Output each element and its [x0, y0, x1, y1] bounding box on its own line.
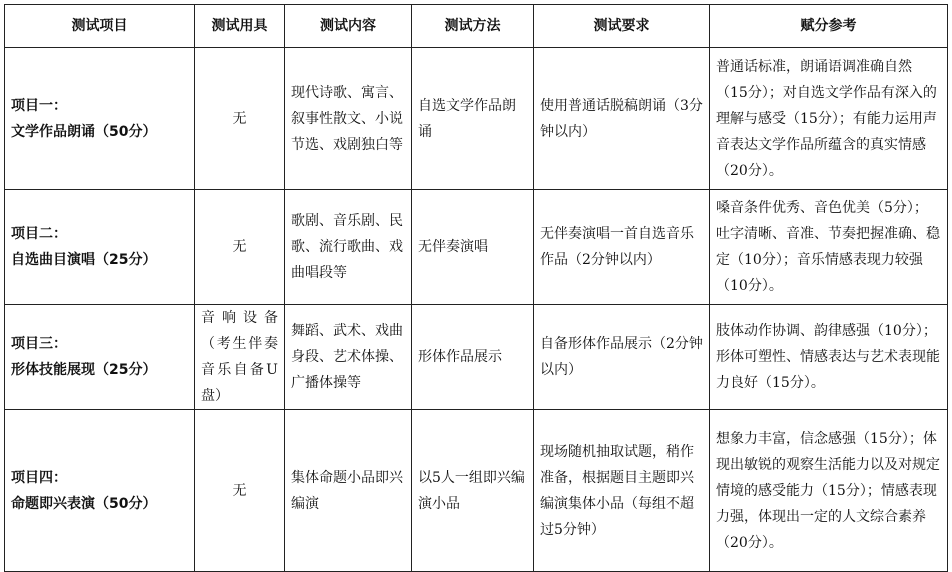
table-row	[5, 305, 948, 410]
method-cell: 形体作品展示	[412, 305, 534, 410]
exam-table	[4, 4, 948, 572]
requirement-cell: 使用普通话脱稿朗诵（3分钟以内）	[534, 48, 710, 190]
header-tool: 测试用具	[195, 5, 285, 48]
header-score: 赋分参考	[710, 5, 948, 48]
item-number: 项目四：	[11, 469, 67, 486]
score-cell: 嗓音条件优秀、音色优美（5分）；吐字清晰、音准、节奏把握准确、稳定（10分）；音乐情感表现力较强（10分）。	[710, 190, 948, 305]
item-number: 项目三：	[11, 336, 67, 352]
header-method: 测试方法	[412, 5, 534, 48]
item-number: 项目一：	[11, 97, 67, 114]
table-row	[5, 410, 948, 572]
header-row	[5, 5, 948, 48]
requirement-cell: 现场随机抽取试题，稍作准备，根据题目主题即兴编演集体小品（每组不超过5分钟）	[534, 410, 710, 572]
content-cell: 歌剧、音乐剧、民歌、流行歌曲、戏曲唱段等	[285, 190, 412, 305]
content-cell: 现代诗歌、寓言、叙事性散文、小说节选、戏剧独白等	[285, 48, 412, 190]
item-cell	[5, 190, 195, 305]
item-title: 文学作品朗诵（50分）	[11, 123, 157, 140]
item-cell	[5, 48, 195, 190]
requirement-cell: 自备形体作品展示（2分钟以内）	[534, 305, 710, 410]
method-cell: 无伴奏演唱	[412, 190, 534, 305]
method-cell: 以5人一组即兴编演小品	[412, 410, 534, 572]
item-title: 形体技能展现（25分）	[11, 362, 157, 378]
score-cell: 普通话标准，朗诵语调准确自然（15分）；对自选文学作品有深入的理解与感受（15分）；有能力运用声音表达文学作品所蕴含的真实情感（20分）。	[710, 48, 948, 190]
item-cell	[5, 410, 195, 572]
header-item: 测试项目	[5, 5, 195, 48]
table-row	[5, 48, 948, 190]
item-title: 自选曲目演唱（25分）	[11, 252, 157, 268]
item-number: 项目二：	[11, 226, 67, 242]
requirement-cell: 无伴奏演唱一首自选音乐作品（2分钟以内）	[534, 190, 710, 305]
header-content: 测试内容	[285, 5, 412, 48]
tool-cell: 无	[195, 190, 285, 305]
item-title: 命题即兴表演（50分）	[11, 495, 157, 512]
content-cell: 集体命题小品即兴编演	[285, 410, 412, 572]
tool-cell: 音响设备（考生伴奏音乐自备U盘）	[195, 305, 285, 410]
header-requirement: 测试要求	[534, 5, 710, 48]
tool-cell: 无	[195, 410, 285, 572]
score-cell: 肢体动作协调、韵律感强（10分）；形体可塑性、情感表达与艺术表现能力良好（15分）。	[710, 305, 948, 410]
method-cell: 自选文学作品朗诵	[412, 48, 534, 190]
score-cell: 想象力丰富，信念感强（15分）；体现出敏锐的观察生活能力以及对规定情境的感受能力（15分）；情感表现力强，体现出一定的人文综合素养（20分）。	[710, 410, 948, 572]
table-row	[5, 190, 948, 305]
content-cell: 舞蹈、武术、戏曲身段、艺术体操、广播体操等	[285, 305, 412, 410]
item-cell	[5, 305, 195, 410]
tool-cell: 无	[195, 48, 285, 190]
